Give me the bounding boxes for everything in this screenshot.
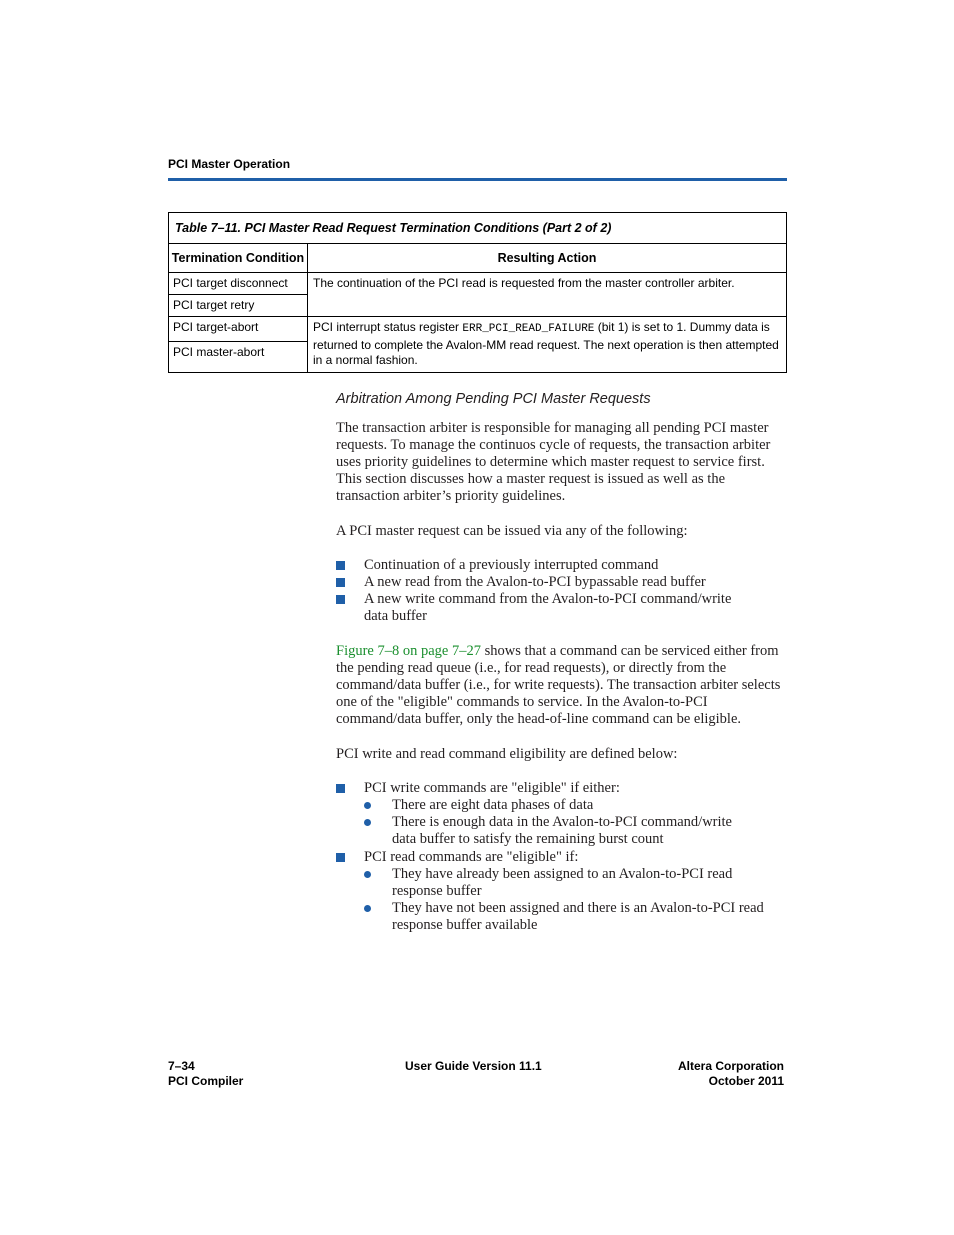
footer-right xyxy=(678,1059,784,1089)
round-bullet-icon xyxy=(364,819,371,826)
figure-link[interactable]: Figure 7–8 on page 7–27 xyxy=(336,643,481,659)
col-header-action: Resulting Action xyxy=(308,244,787,273)
round-bullet-icon xyxy=(364,905,371,912)
list-item-text: PCI write commands are "eligible" if either: xyxy=(364,780,620,796)
action-text: PCI interrupt status register xyxy=(313,320,463,334)
guide-version: User Guide Version 11.1 xyxy=(405,1059,542,1073)
paragraph xyxy=(336,643,788,728)
paragraph: A PCI master request can be issued via any of the following: xyxy=(336,523,688,539)
paragraph: PCI write and read command eligibility are defined below: xyxy=(336,746,678,762)
square-bullet-icon xyxy=(336,853,345,862)
publication-date: October 2011 xyxy=(708,1074,784,1088)
list-item-text: A new read from the Avalon-to-PCI bypassable read buffer xyxy=(364,574,706,590)
running-header: PCI Master Operation xyxy=(168,157,291,171)
list-item-text: PCI read commands are "eligible" if: xyxy=(364,849,579,865)
square-bullet-icon xyxy=(336,578,345,587)
table-cell-action: The continuation of the PCI read is requested from the master controller arbiter. xyxy=(308,273,787,317)
list-item-text: response buffer available xyxy=(392,917,538,933)
col-header-condition: Termination Condition xyxy=(169,244,308,273)
list-item-text: There are eight data phases of data xyxy=(392,797,594,813)
list-item-text: There is enough data in the Avalon-to-PCI command/write xyxy=(392,814,732,830)
footer-left xyxy=(168,1059,243,1089)
square-bullet-icon xyxy=(336,784,345,793)
table-cell-action xyxy=(308,317,787,373)
table-caption: Table 7–11. PCI Master Read Request Termination Conditions (Part 2 of 2) xyxy=(169,213,787,244)
paragraph-text: shows that a command can be serviced either from the pending read queue (i.e., for read requests), or directly from the command/data buffer (i.e., for write requests). The transaction arbiter selects one of the "eligible" commands to service. In the Avalon-to-PCI command/data buffer, only the head-of-line command can be eligible. xyxy=(336,643,781,727)
list-item-text: data buffer xyxy=(364,608,427,624)
termination-table xyxy=(168,212,787,373)
table-cell-condition: PCI master-abort xyxy=(169,341,308,372)
list-item-text: A new write command from the Avalon-to-PCI command/write xyxy=(364,591,732,607)
table-cell-condition: PCI target retry xyxy=(169,295,308,317)
company-name: Altera Corporation xyxy=(677,1059,784,1073)
square-bullet-icon xyxy=(336,595,345,604)
list-item-text: They have already been assigned to an Avalon-to-PCI read xyxy=(392,866,733,882)
section-heading: Arbitration Among Pending PCI Master Requests xyxy=(336,391,651,407)
list-item-text: response buffer xyxy=(392,883,482,899)
table-cell-condition: PCI target disconnect xyxy=(169,273,308,295)
table-cell-condition: PCI target-abort xyxy=(169,317,308,342)
register-name: ERR_PCI_READ_FAILURE xyxy=(462,323,595,335)
footer-center xyxy=(405,1059,542,1074)
list-item-text: They have not been assigned and there is an Avalon-to-PCI read xyxy=(392,900,764,916)
round-bullet-icon xyxy=(364,871,371,878)
list-item-text: data buffer to satisfy the remaining burst count xyxy=(392,831,664,847)
list-item-text: Continuation of a previously interrupted command xyxy=(364,557,659,573)
page-number: 7–34 xyxy=(168,1059,195,1073)
round-bullet-icon xyxy=(364,802,371,809)
paragraph: The transaction arbiter is responsible for managing all pending PCI master requests. To manage the continuos cycle of requests, the transaction arbiter uses priority guidelines to determine which master request to service first. This section discusses how a master request is issued as well as the transaction arbiter’s priority guidelines. xyxy=(336,420,771,504)
header-rule xyxy=(168,178,787,181)
product-name: PCI Compiler xyxy=(168,1074,244,1088)
square-bullet-icon xyxy=(336,561,345,570)
action-text: (bit 1) is set to 1. Dummy data is returned to complete the Avalon-MM read request. The next operation is then attempted in a normal fashion. xyxy=(313,320,779,367)
